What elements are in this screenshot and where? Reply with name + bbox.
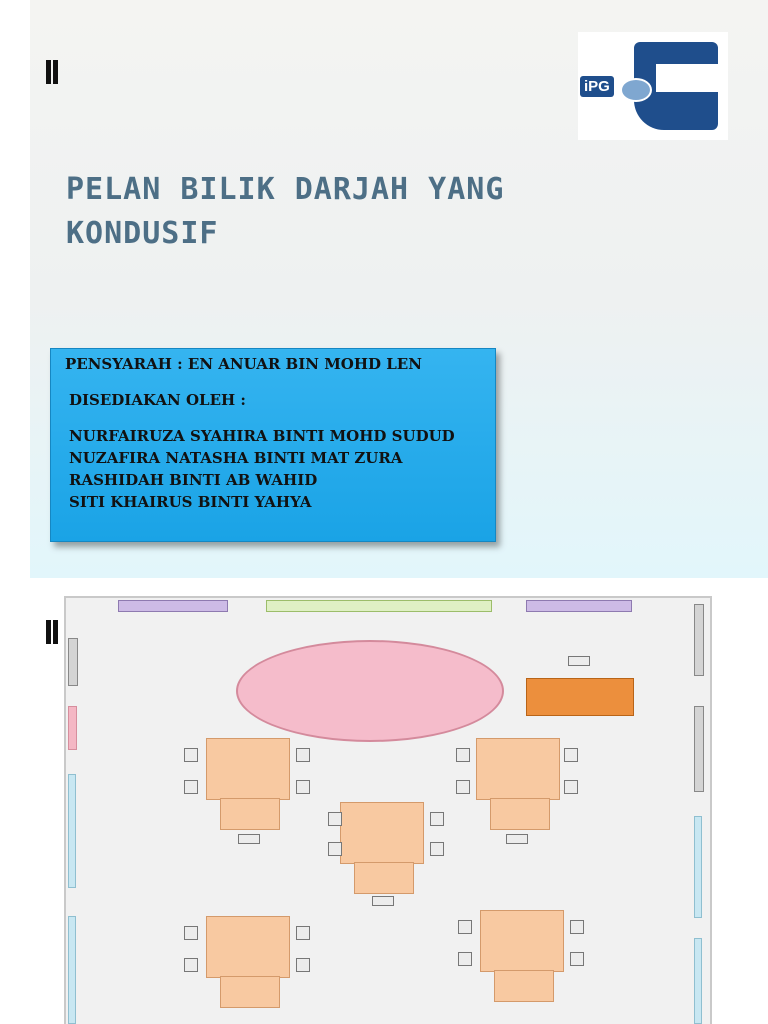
chair bbox=[184, 780, 198, 794]
cabinet bbox=[694, 604, 704, 676]
chair bbox=[328, 812, 342, 826]
chair bbox=[456, 780, 470, 794]
member-name: SITI KHAIRUS BINTI YAHYA bbox=[69, 493, 312, 511]
chair bbox=[184, 748, 198, 762]
member-name: NURFAIRUZA SYAHIRA BINTI MOHD SUDUD bbox=[69, 427, 455, 445]
door bbox=[68, 706, 77, 750]
whiteboard bbox=[266, 600, 492, 612]
ipg-logo bbox=[578, 32, 728, 140]
chair bbox=[456, 748, 470, 762]
pupil-desk bbox=[206, 738, 290, 800]
pupil-desk bbox=[490, 798, 550, 830]
activity-area bbox=[236, 640, 504, 742]
logo-text: iPG bbox=[580, 76, 614, 97]
pupil-desk bbox=[494, 970, 554, 1002]
floor-plan-slide bbox=[30, 578, 768, 1024]
chair bbox=[564, 748, 578, 762]
chair bbox=[570, 920, 584, 934]
pupil-desk bbox=[354, 862, 414, 894]
window bbox=[68, 916, 76, 1024]
lecturer-line: PENSYARAH : EN ANUAR BIN MOHD LEN bbox=[65, 355, 422, 373]
chair bbox=[506, 834, 528, 844]
chair bbox=[458, 952, 472, 966]
info-panel bbox=[50, 348, 496, 542]
classroom-floor-plan bbox=[64, 596, 712, 1024]
member-name: NUZAFIRA NATASHA BINTI MAT ZURA bbox=[69, 449, 403, 467]
pupil-desk bbox=[480, 910, 564, 972]
notice-board bbox=[526, 600, 632, 612]
slide-title bbox=[66, 168, 504, 256]
chair bbox=[296, 780, 310, 794]
notice-board bbox=[118, 600, 228, 612]
slide-bullet-icon bbox=[46, 60, 51, 84]
title-line-2: KONDUSIF bbox=[66, 216, 219, 251]
globe-icon bbox=[620, 78, 652, 102]
title-line-1: PELAN BILIK DARJAH YANG bbox=[66, 172, 505, 207]
teacher-desk bbox=[526, 678, 634, 716]
pupil-desk bbox=[476, 738, 560, 800]
window bbox=[68, 774, 76, 888]
cabinet bbox=[694, 706, 704, 792]
chair bbox=[568, 656, 590, 666]
chair bbox=[184, 958, 198, 972]
chair bbox=[458, 920, 472, 934]
pupil-desk bbox=[220, 976, 280, 1008]
chair bbox=[564, 780, 578, 794]
slide-bullet-icon bbox=[46, 620, 51, 644]
chair bbox=[296, 748, 310, 762]
pupil-desk bbox=[220, 798, 280, 830]
prepared-by-line: DISEDIAKAN OLEH : bbox=[69, 391, 246, 409]
title-slide bbox=[30, 0, 768, 578]
chair bbox=[430, 842, 444, 856]
pupil-desk bbox=[206, 916, 290, 978]
chair bbox=[296, 926, 310, 940]
chair bbox=[430, 812, 444, 826]
chair bbox=[372, 896, 394, 906]
member-name: RASHIDAH BINTI AB WAHID bbox=[69, 471, 318, 489]
window bbox=[694, 816, 702, 918]
chair bbox=[570, 952, 584, 966]
chair bbox=[238, 834, 260, 844]
chair bbox=[328, 842, 342, 856]
window bbox=[694, 938, 702, 1024]
pupil-desk bbox=[340, 802, 424, 864]
chair bbox=[184, 926, 198, 940]
chair bbox=[296, 958, 310, 972]
cabinet bbox=[68, 638, 78, 686]
